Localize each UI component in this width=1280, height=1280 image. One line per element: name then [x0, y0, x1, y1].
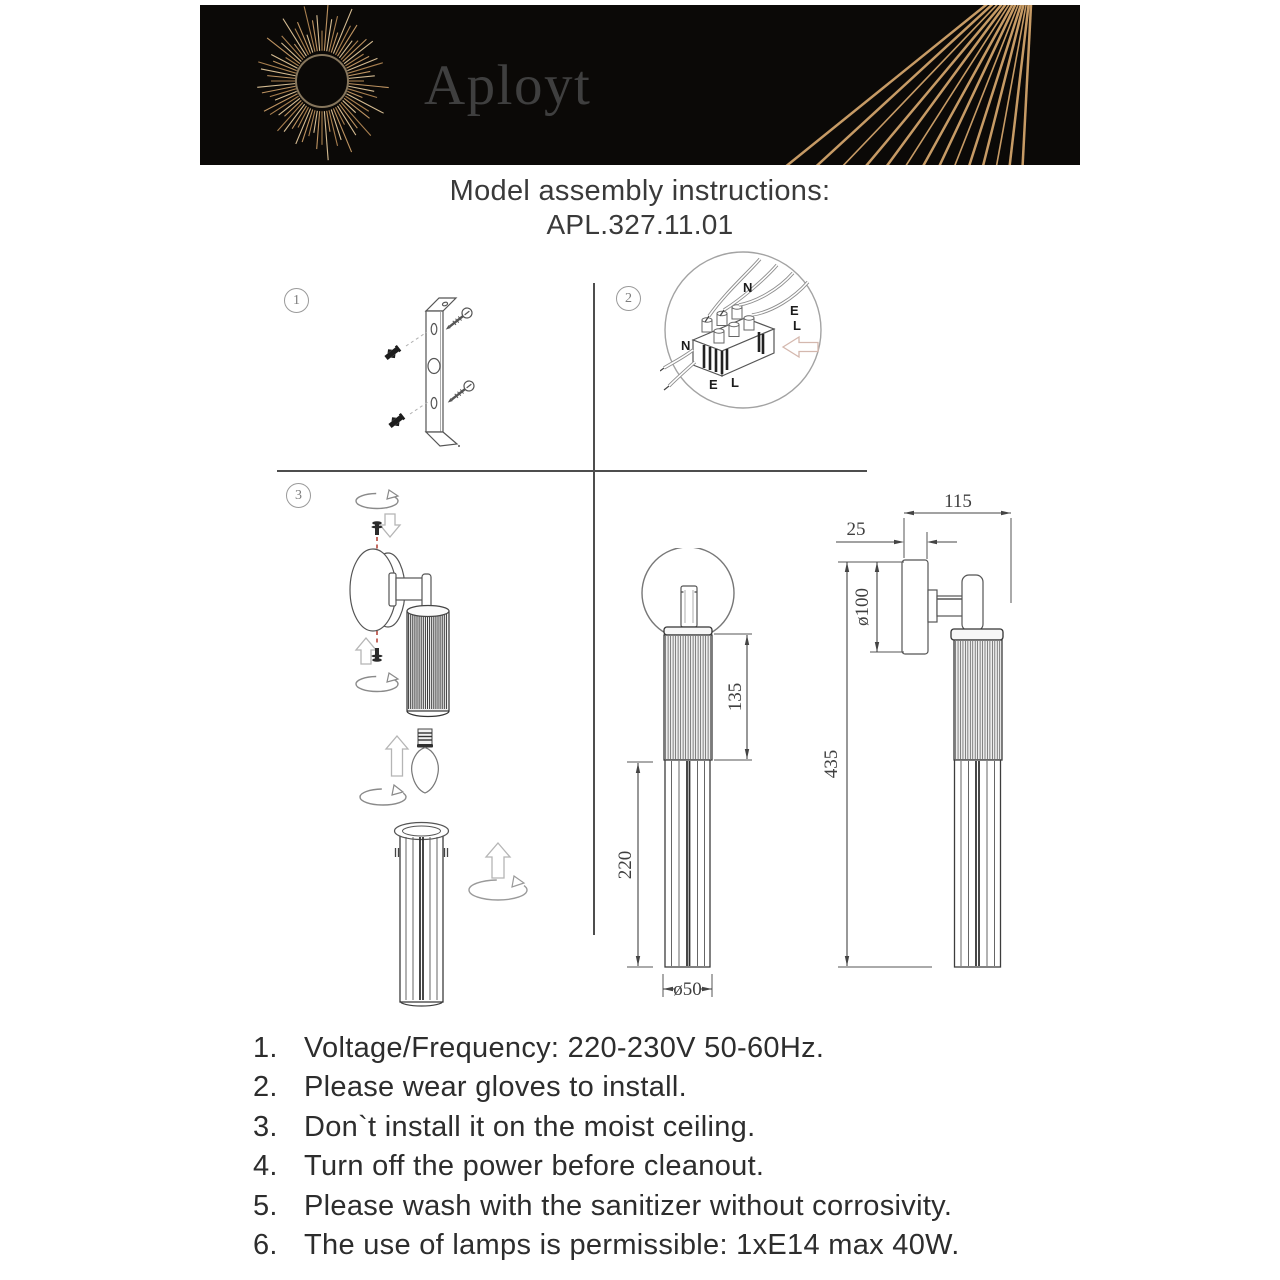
- instruction-number: 4.: [253, 1150, 278, 1183]
- instruction-text: Please wear gloves to install.: [304, 1071, 687, 1104]
- instruction-number: 5.: [253, 1189, 278, 1222]
- step-3-number: 3: [295, 487, 302, 503]
- instruction-item: [253, 1147, 1085, 1186]
- instruction-number: 6.: [253, 1229, 278, 1262]
- alignment-dashed-line: [410, 402, 428, 414]
- wire-label-e-bottom: E: [709, 377, 718, 392]
- step3-assembly-diagram: [330, 480, 570, 1020]
- instruction-number: 2.: [253, 1071, 278, 1104]
- brand-wordmark: Aployt: [424, 54, 592, 117]
- wire-label-l-bottom: L: [731, 375, 739, 390]
- divider-vertical: [593, 283, 595, 935]
- arrow-up-icon: [386, 736, 408, 776]
- dim-front-upper: 135: [725, 682, 746, 712]
- step-3-badge: [286, 483, 311, 508]
- rotate-ring-icon: [360, 785, 406, 805]
- dim-side-plate-dia: ø100: [852, 588, 873, 626]
- wall-anchor-icon: [383, 343, 403, 362]
- wire-label-n-top: N: [743, 280, 753, 295]
- wire-label-n-bottom: N: [681, 338, 691, 353]
- instruction-list: [253, 1029, 1085, 1265]
- instruction-item: [253, 1226, 1085, 1265]
- brand-logo-starburst: [257, 5, 388, 160]
- rotate-ring-icon: [469, 876, 527, 900]
- instruction-text: Voltage/Frequency: 220-230V 50-60Hz.: [304, 1032, 825, 1064]
- step-2-number: 2: [625, 290, 632, 306]
- instruction-item: [253, 1068, 1085, 1107]
- dim-side-height: 435: [821, 749, 842, 779]
- instruction-item: [253, 1029, 1085, 1068]
- screw-icon: [445, 379, 476, 407]
- instruction-text: Turn off the power before cleanout.: [304, 1150, 765, 1183]
- dimension-220: [615, 762, 653, 967]
- instruction-number: 3.: [253, 1110, 278, 1143]
- banner-corner-rays-decoration: [200, 5, 1033, 165]
- side-view-drawing: [820, 485, 1020, 985]
- fixture-wires: [660, 350, 695, 390]
- arrow-up-icon: [486, 843, 510, 878]
- alignment-dashed-line: [406, 332, 427, 346]
- dim-front-lower: 220: [615, 850, 636, 880]
- dimension-25: [836, 519, 957, 559]
- divider-horizontal: [277, 470, 867, 472]
- screw-icon: [371, 521, 382, 535]
- dim-side-width: 115: [944, 491, 972, 512]
- dim-front-dia: ø50: [673, 979, 702, 1000]
- dimension-dia50: [663, 974, 712, 1000]
- bulb-icon: [412, 729, 439, 793]
- instruction-item: [253, 1187, 1085, 1226]
- instruction-text: Don`t install it on the moist ceiling.: [304, 1110, 756, 1143]
- step2-wiring-diagram: [660, 248, 830, 418]
- model-number: APL.327.11.01: [546, 209, 734, 240]
- step1-bracket-diagram: [260, 280, 500, 460]
- instruction-item: [253, 1108, 1085, 1147]
- screw-icon: [443, 306, 474, 334]
- dim-side-depth: 25: [846, 519, 866, 540]
- lower-tube: [395, 823, 449, 1007]
- rotate-ring-icon: [356, 673, 398, 692]
- instruction-number: 1.: [253, 1032, 278, 1064]
- instruction-text: The use of lamps is permissible: 1xE14 max 40W.: [304, 1229, 960, 1262]
- step-2-badge: [616, 286, 641, 311]
- wire-label-l-top: L: [793, 318, 801, 333]
- brand-banner: [200, 5, 1080, 165]
- front-view-drawing: [608, 548, 788, 1008]
- step-1-number: 1: [293, 292, 300, 308]
- wire-label-e-top: E: [790, 303, 799, 318]
- wall-anchor-icon: [387, 411, 407, 430]
- dimension-dia100: [838, 562, 904, 652]
- rotate-ring-icon: [356, 490, 398, 509]
- insert-direction-arrow-icon: [783, 337, 818, 357]
- arrow-down-icon: [380, 514, 400, 537]
- dimension-135: [714, 634, 752, 760]
- instruction-text: Please wash with the sanitizer without corrosivity.: [304, 1189, 953, 1222]
- page-title: Model assembly instructions:: [449, 175, 831, 207]
- banner-art: [200, 5, 1080, 165]
